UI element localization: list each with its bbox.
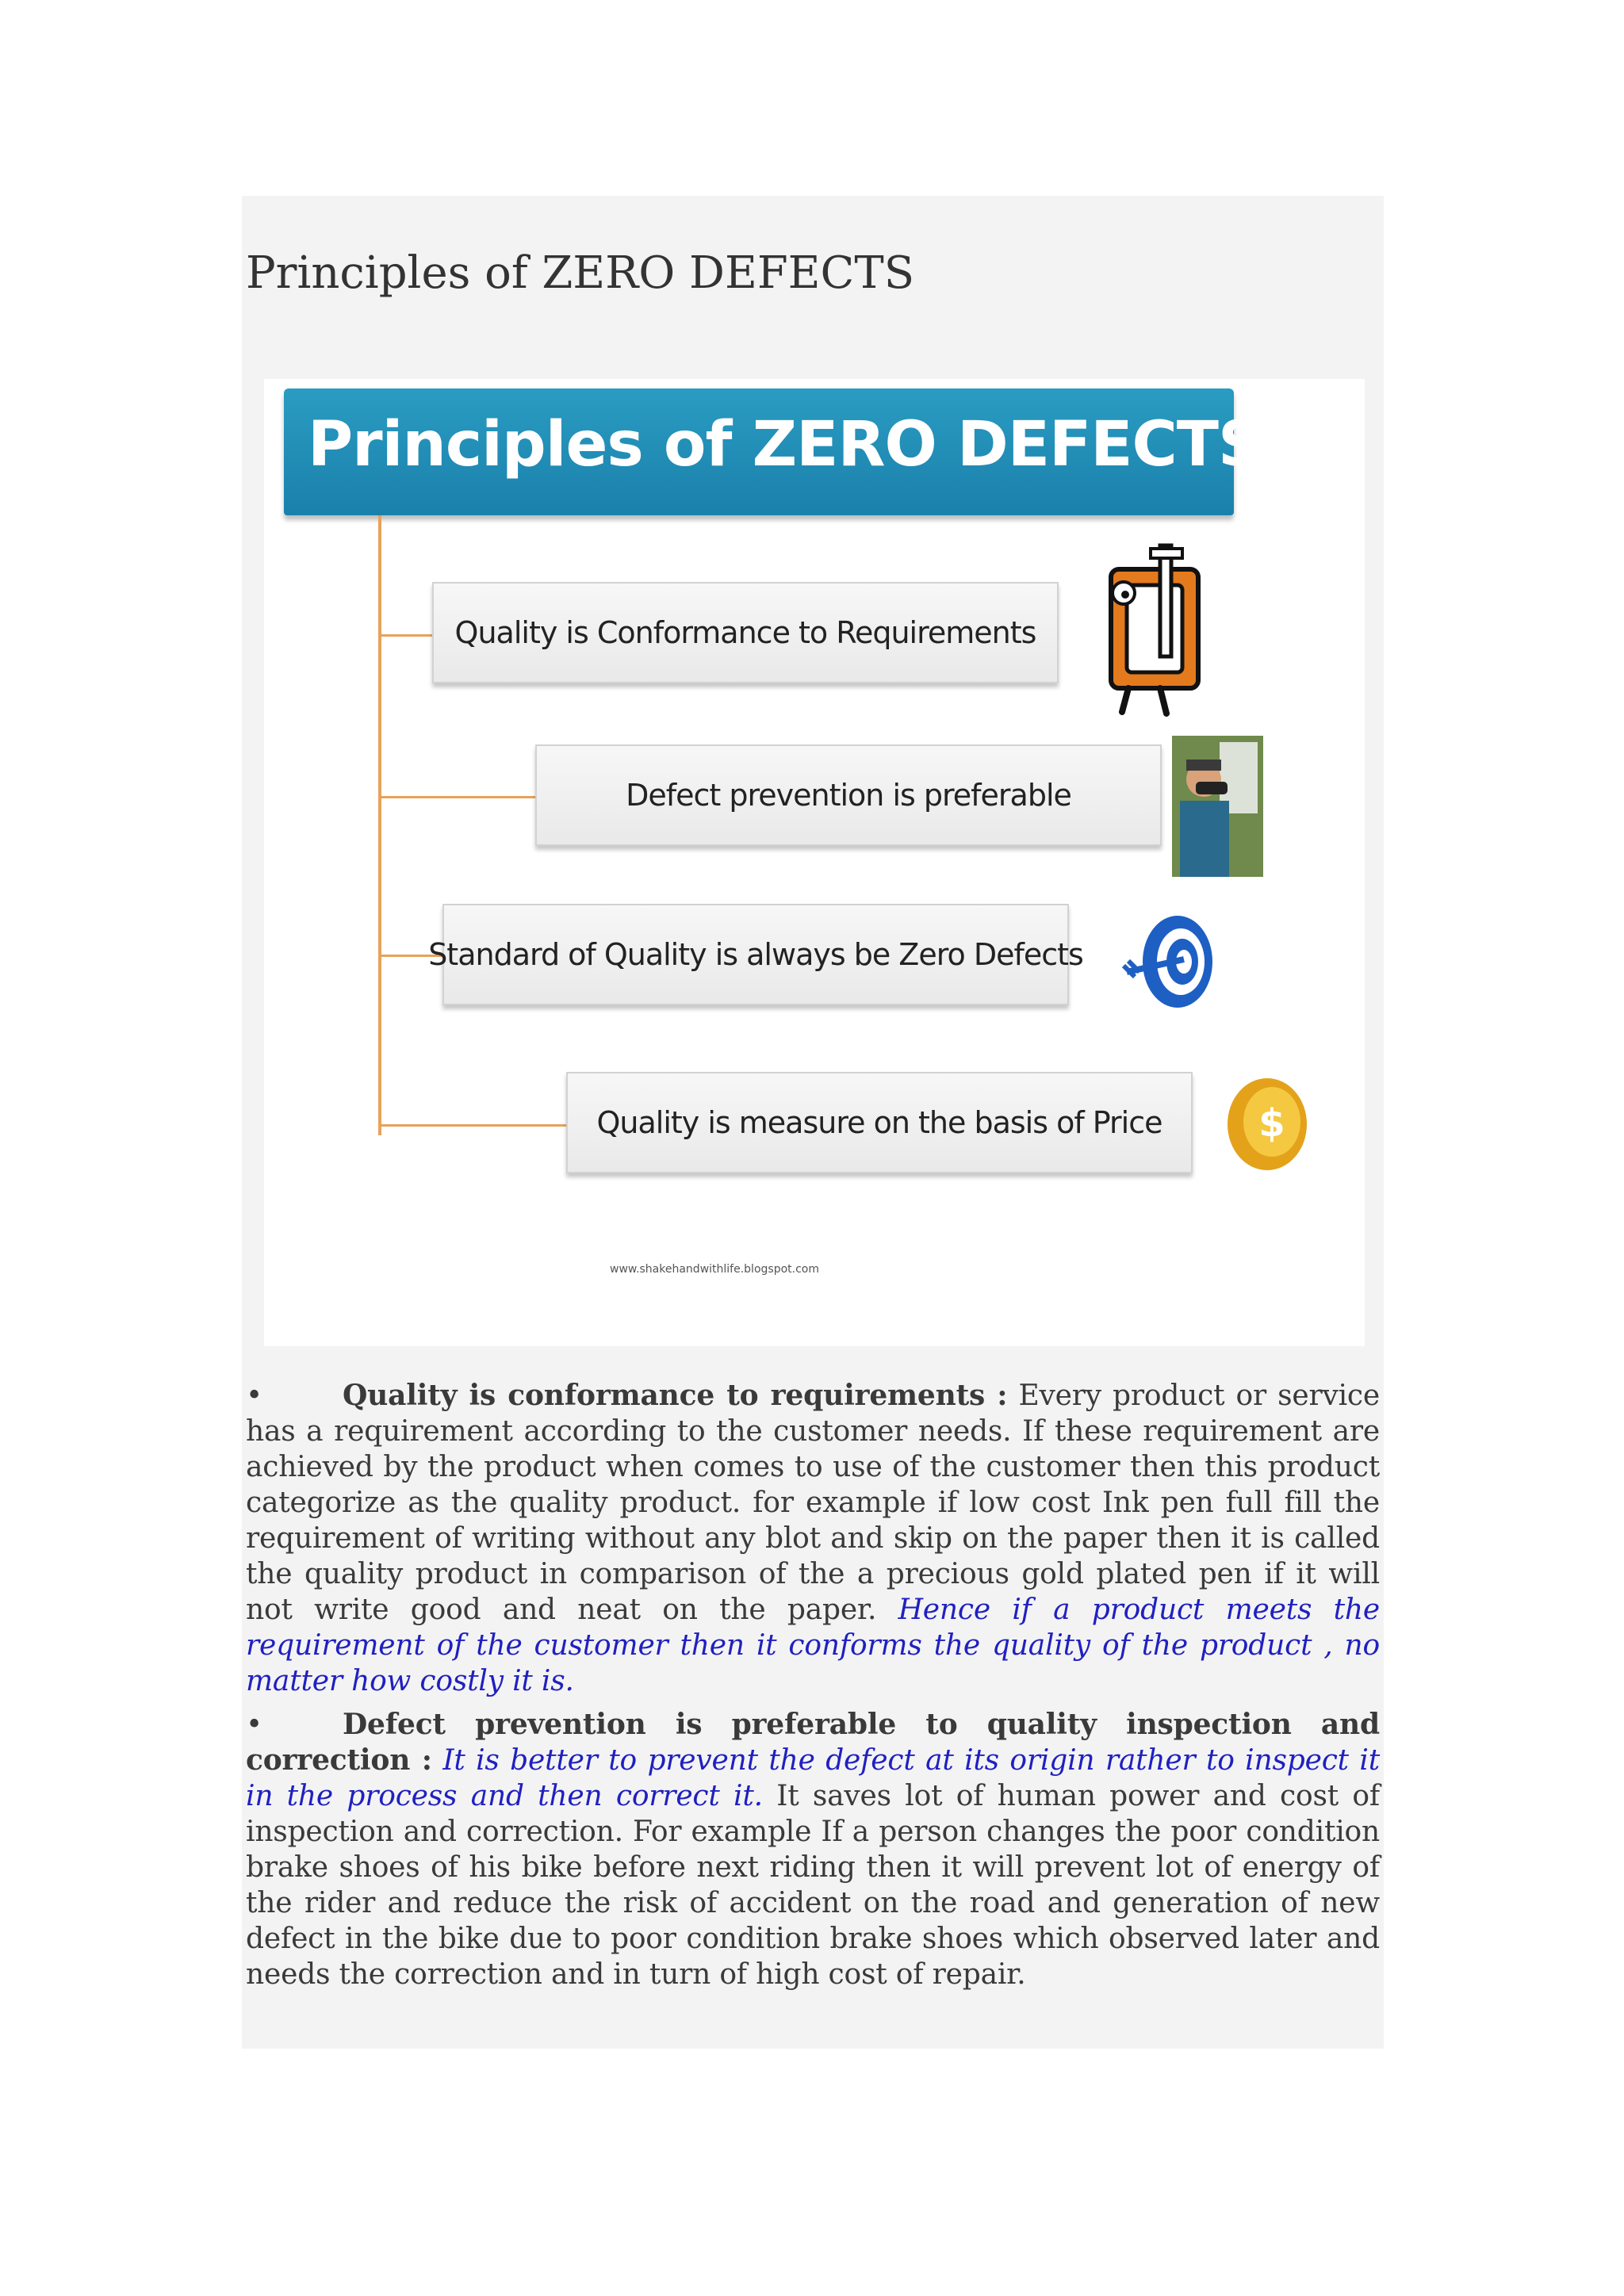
- principle-label: Defect prevention is preferable: [626, 778, 1071, 813]
- figure-banner-title: Principles of ZERO DEFECTS: [308, 409, 1262, 480]
- principle-box: [566, 1072, 1193, 1173]
- dollar-coin-icon: [1220, 1073, 1315, 1176]
- bullet-marker: •: [246, 1380, 263, 1412]
- bullet-text: [432, 1744, 442, 1777]
- bullet-lead: Quality is conformance to requirements :: [343, 1379, 1008, 1412]
- page-title: Principles of ZERO DEFECTS: [246, 247, 915, 299]
- clamp-character-icon: [1105, 538, 1224, 720]
- bullet-item: [246, 1707, 1380, 1992]
- principle-box: [432, 582, 1059, 683]
- figure-credit: www.shakehandwithlife.blogspot.com: [610, 1263, 819, 1276]
- inspector-person-icon: [1172, 736, 1263, 877]
- svg-text:$: $: [1258, 1101, 1285, 1146]
- principle-label: Quality is Conformance to Requirements: [454, 615, 1036, 650]
- bullet-lead: Defect prevention is preferable to quality inspection and correction :: [246, 1708, 1380, 1777]
- bullet-emphasis: It is better to prevent the defect at its origin rather to inspect it in the process and then correct it.: [246, 1744, 1380, 1812]
- connector-branch: [378, 796, 535, 798]
- target-icon: [1120, 910, 1220, 1013]
- bullet-emphasis: Hence if a product meets the requirement of the customer then it conforms the quality of the product , no matter how costly it is.: [246, 1594, 1380, 1697]
- connector-branch: [378, 634, 432, 637]
- principle-box: [428, 904, 1083, 1005]
- figure-banner: [284, 388, 1262, 515]
- principle-box: [535, 744, 1162, 846]
- principle-label: Quality is measure on the basis of Price: [596, 1105, 1162, 1140]
- zero-defects-figure: [264, 379, 1365, 1346]
- connector-branch: [378, 1124, 575, 1127]
- bullet-marker: •: [246, 1709, 263, 1741]
- bullet-text: Every product or service has a requirement according to the customer needs. If these requirement are achieved by the product when comes to use of the customer then this product categorize as the quality product. for example if low cost Ink pen full fill the requirement of writing without any blot and skip on the paper then it is called the quality product in comparison of the a precious gold plated pen if it will not write good and neat on the paper.: [246, 1380, 1380, 1626]
- principle-label: Standard of Quality is always be Zero Defects: [428, 937, 1083, 972]
- bullet-item: [246, 1378, 1380, 1699]
- bullet-text: It saves lot of human power and cost of inspection and correction. For example If a person changes the poor condition brake shoes of his bike before next riding then it will prevent lot of energy of the rider and reduce the risk of accident on the road and generation of new defect in the bike due to poor condition brake shoes which observed later and needs the correction and in turn of high cost of repair.: [246, 1780, 1380, 1991]
- connector-trunk: [378, 515, 381, 1135]
- body-text: [246, 1378, 1380, 2000]
